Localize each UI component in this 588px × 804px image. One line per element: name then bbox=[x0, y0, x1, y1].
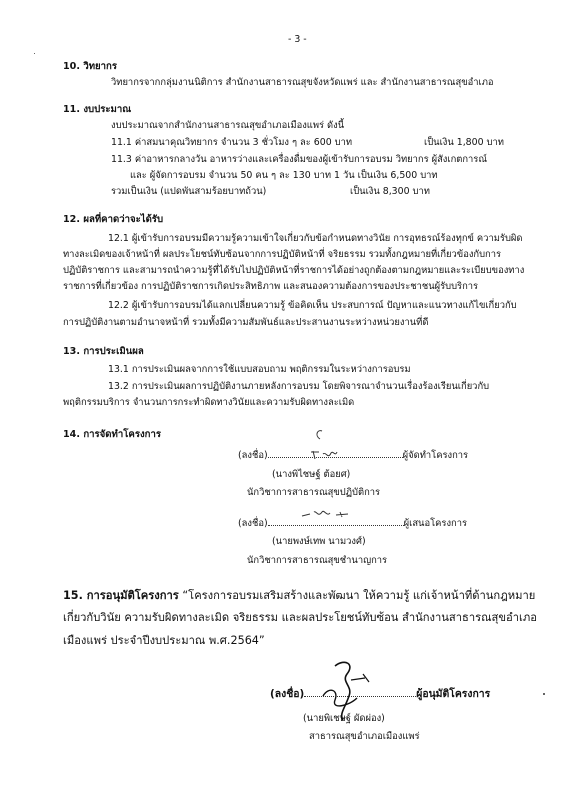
result-12-2-line2: การปฏิบัติงานตามอำนาจหน้าที่ รวมทั้งมีความสัมพันธ์และประสานงานระหว่างหน่วยงานที่ดี bbox=[63, 317, 429, 328]
section-15-line1-text: “โครงการอบรมเสริมสร้างและพัฒนา ให้ความรู้ แก่เจ้าหน้าที่ด้านกฎหมาย bbox=[178, 589, 536, 602]
budget-total-label: รวมเป็นเงิน (แปดพันสามร้อยบาทถ้วน) bbox=[111, 186, 267, 197]
approver-role: ผู้อนุมัติโครงการ bbox=[416, 688, 491, 700]
stray-mark bbox=[34, 53, 35, 54]
approver-name: (นายพิเชษฐ์ ผัดผ่อง) bbox=[303, 713, 385, 724]
budget-item-11-1: 11.1 ค่าสมนาคุณวิทยากร จำนวน 3 ชั่วโมง ๆ ละ 600 บาท bbox=[111, 137, 353, 148]
approver-position: สาธารณสุขอำเภอเมืองแพร่ bbox=[309, 731, 420, 742]
signature-2-position: นักวิชาการสาธารณสุขชำนาญการ bbox=[247, 555, 388, 566]
signature-2-prefix: (ลงชื่อ) bbox=[238, 518, 268, 529]
signature-1-dotted-line bbox=[268, 448, 403, 458]
budget-total-amount: เป็นเงิน 8,300 บาท bbox=[350, 186, 430, 197]
signature-2-line bbox=[238, 516, 467, 530]
section-14-heading: 14. การจัดทำโครงการ bbox=[63, 429, 162, 440]
section-13-heading: 13. การประเมินผล bbox=[63, 346, 144, 357]
section-15-line3: เมืองแพร่ ประจำปีงบประมาณ พ.ศ.2564” bbox=[63, 634, 265, 647]
budget-item-11-3-line1: 11.3 ค่าอาหารกลางวัน อาหารว่างและเครื่องดื่มของผู้เข้ารับการอบรม วิทยากร ผู้สังเกตการณ์ bbox=[111, 154, 488, 165]
signature-1-name: (นางพิไชษฐ์ ต้อยศ) bbox=[272, 469, 351, 480]
budget-item-11-3-line2: และ ผู้จัดการอบรม จำนวน 50 คน ๆ ละ 130 บาท 1 วัน เป็นเงิน 6,500 บาท bbox=[130, 170, 438, 181]
approver-signature-prefix: (ลงชื่อ) bbox=[270, 688, 305, 700]
result-12-1-line3: ปฏิบัติราชการ และสามารถนำความรู้ที่ได้รับไปปฏิบัติหน้าที่ราชการได้อย่างถูกต้องตามกฎหมายและระเบียบของทาง bbox=[63, 265, 525, 276]
section-15-heading: 15. การอนุมัติโครงการ bbox=[63, 589, 179, 602]
section-15-line2: เกี่ยวกับวินัย ความรับผิดทางละเมิด จริยธรรม และผลประโยชน์ทับซ้อน สำนักงานสาธารณสุขอำเภอ bbox=[63, 611, 537, 624]
result-12-1-line4: ราชการที่เกี่ยวข้อง การปฏิบัติราชการเกิดประสิทธิภาพ และสนองความต้องการของประชาชนผู้รับบริการ bbox=[63, 281, 479, 292]
eval-13-2-line1: 13.2 การประเมินผลการปฏิบัติงานภายหลังการอบรม โดยพิจารณาจำนวนเรื่องร้องเรียนเกี่ยวกับ bbox=[108, 381, 490, 392]
approver-dotted-line bbox=[304, 687, 416, 697]
signature-2-dotted-line bbox=[268, 516, 404, 526]
result-12-1-line2: ทางละเมิดของเจ้าหน้าที่ ผลประโยชน์ทับซ้อนจากการปฏิบัติหน้าที่ จริยธรรม รวมทั้งกฎหมายที่เกี่ยวข้องกับการ bbox=[63, 249, 502, 260]
signature-1-prefix: (ลงชื่อ) bbox=[238, 450, 268, 461]
section-12-heading: 12. ผลที่คาดว่าจะได้รับ bbox=[63, 214, 164, 225]
section-10-text: วิทยากรจากกลุ่มงานนิติการ สำนักงานสาธารณสุขจังหวัดแพร่ และ สำนักงานสาธารณสุขอำเภอ bbox=[111, 77, 494, 88]
result-12-2-line1: 12.2 ผู้เข้ารับการอบรมได้แลกเปลี่ยนความรู้ ข้อคิดเห็น ประสบการณ์ ปัญหาและแนวทางแก้ไขเกี่ยวกับ bbox=[108, 300, 517, 311]
approver-signature-line bbox=[270, 687, 490, 700]
page-number: - 3 - bbox=[288, 34, 307, 45]
section-15-line1 bbox=[63, 587, 535, 605]
signature-1-position: นักวิชาการสาธารณสุขปฏิบัติการ bbox=[247, 487, 381, 498]
stray-mark bbox=[543, 693, 545, 695]
signature-2-name: (นายพงษ์เทพ นามวงศ์) bbox=[272, 536, 366, 547]
signature-1-role: ผู้จัดทำโครงการ bbox=[402, 450, 469, 461]
section-11-heading: 11. งบประมาณ bbox=[63, 104, 132, 115]
eval-13-2-line2: พฤติกรรมบริการ จำนวนการกระทำผิดทางวินัยและความรับผิดทางละเมิด bbox=[63, 397, 355, 408]
budget-item-11-1-amount: เป็นเงิน 1,800 บาท bbox=[424, 137, 504, 148]
eval-13-1: 13.1 การประเมินผลจากการใช้แบบสอบถาม พฤติกรรมในระหว่างการอบรม bbox=[108, 364, 411, 375]
section-10-heading: 10. วิทยากร bbox=[63, 61, 118, 72]
result-12-1-line1: 12.1 ผู้เข้ารับการอบรมมีความรู้ความเข้าใจเกี่ยวกับข้อกำหนดทางวินัย การอุทธรณ์ร้องทุกข์ ความรับผิด bbox=[108, 233, 523, 244]
signature-1-line bbox=[238, 448, 468, 462]
budget-intro: งบประมาณจากสำนักงานสาธารณสุขอำเภอเมืองแพร่ ดังนี้ bbox=[111, 120, 345, 131]
signature-2-role: ผู้เสนอโครงการ bbox=[403, 518, 467, 529]
